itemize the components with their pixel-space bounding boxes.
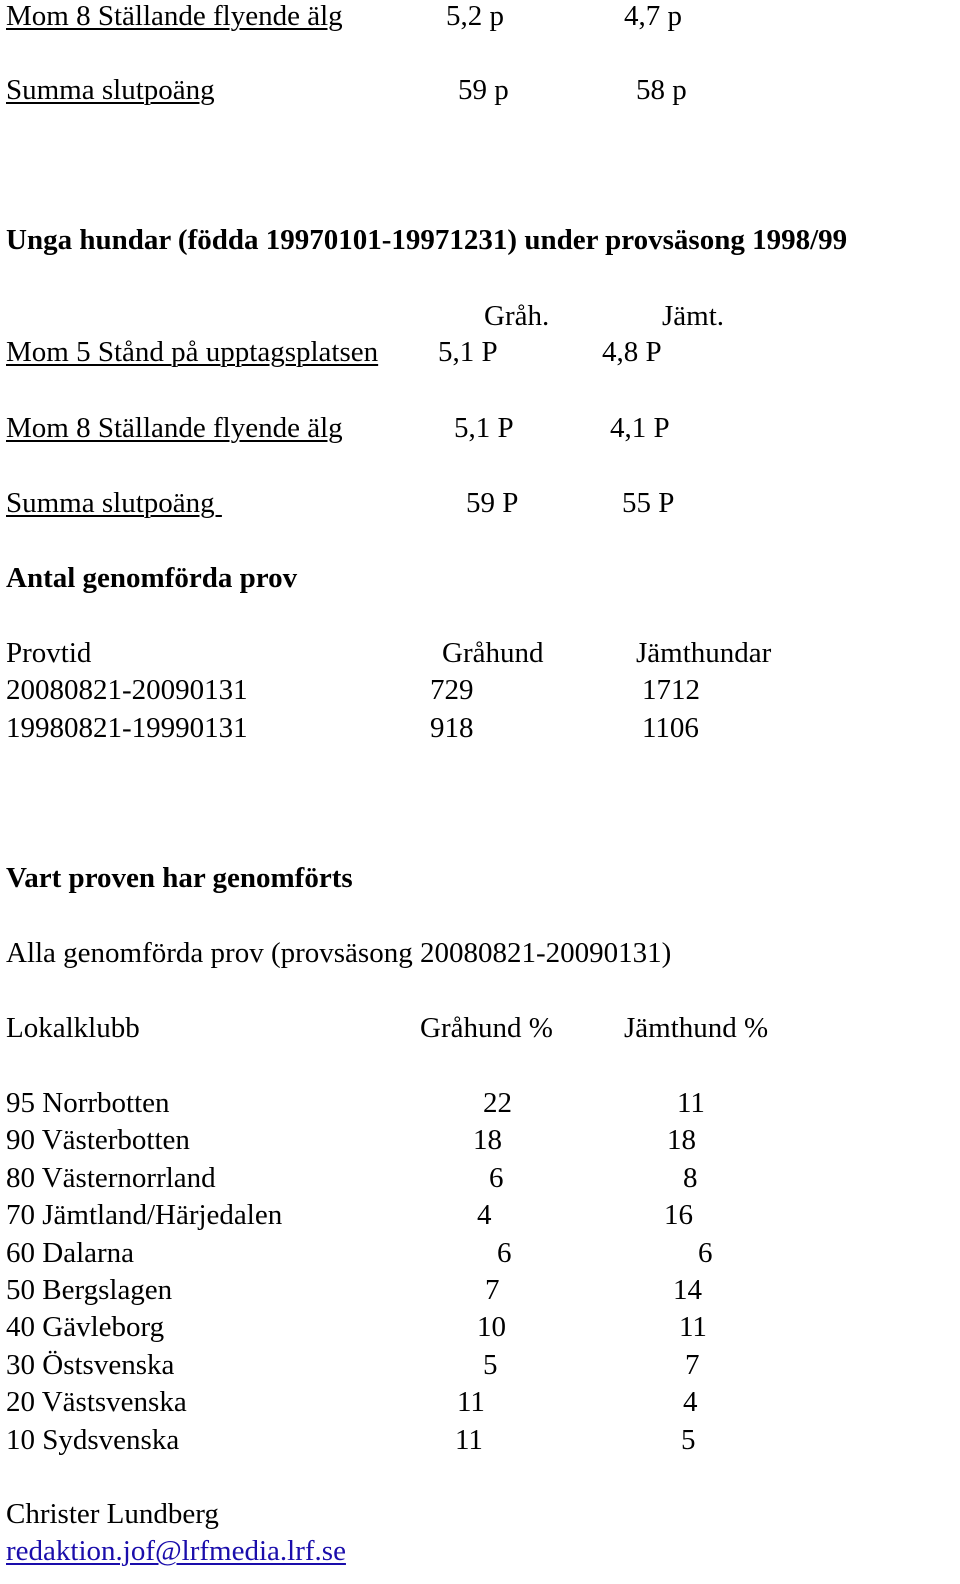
club-jamthund-pct: 4	[683, 1386, 698, 1418]
club-jamthund-pct: 11	[679, 1311, 707, 1343]
club-grahund-pct: 5	[483, 1349, 498, 1381]
s1-mom8-grah: 5,2 p	[446, 0, 504, 32]
vart-heading: Vart proven har genomförts	[6, 862, 353, 894]
antal-header-grahund: Gråhund	[442, 637, 544, 669]
antal-row-jamthund: 1106	[642, 712, 699, 744]
vart-subheading: Alla genomförda prov (provsäsong 20080821-20090131)	[6, 937, 672, 969]
s2-mom5-grah: 5,1 P	[438, 336, 498, 368]
s1-mom8-label: Mom 8 Ställande flyende älg	[6, 0, 343, 32]
club-name: 50 Bergslagen	[6, 1274, 173, 1306]
s2-mom8-grah: 5,1 P	[454, 412, 514, 444]
club-grahund-pct: 6	[489, 1162, 504, 1194]
club-name: 10 Sydsvenska	[6, 1424, 180, 1456]
antal-row-grahund: 729	[430, 674, 474, 706]
club-jamthund-pct: 6	[698, 1237, 713, 1269]
antal-header-jamthundar: Jämthundar	[636, 637, 772, 669]
club-grahund-pct: 22	[483, 1087, 512, 1119]
club-grahund-pct: 7	[485, 1274, 500, 1306]
club-jamthund-pct: 16	[664, 1199, 693, 1231]
s2-summa-label: Summa slutpoäng	[6, 487, 222, 519]
club-name: 20 Västsvenska	[6, 1386, 187, 1418]
s1-summa-label: Summa slutpoäng	[6, 74, 215, 106]
club-jamthund-pct: 7	[685, 1349, 700, 1381]
club-name: 30 Östsvenska	[6, 1349, 175, 1381]
club-jamthund-pct: 11	[677, 1087, 705, 1119]
email-link[interactable]: redaktion.jof@lrfmedia.lrf.se	[6, 1535, 346, 1567]
club-name: 90 Västerbotten	[6, 1124, 190, 1156]
club-name: 40 Gävleborg	[6, 1311, 165, 1343]
antal-heading: Antal genomförda prov	[6, 562, 298, 594]
s2-summa-grah: 59 P	[466, 487, 519, 519]
vart-header-jamthund: Jämthund %	[624, 1012, 769, 1044]
s2-col-grah: Gråh.	[484, 300, 550, 332]
s2-mom8-label: Mom 8 Ställande flyende älg	[6, 412, 343, 444]
club-grahund-pct: 10	[477, 1311, 506, 1343]
author-name: Christer Lundberg	[6, 1498, 219, 1530]
club-grahund-pct: 11	[457, 1386, 485, 1418]
club-grahund-pct: 4	[477, 1199, 492, 1231]
s2-heading: Unga hundar (födda 19970101-19971231) under provsäsong 1998/99	[6, 224, 848, 256]
antal-row-period: 20080821-20090131	[6, 674, 248, 706]
s2-col-jamt: Jämt.	[662, 300, 725, 332]
antal-header-provtid: Provtid	[6, 637, 92, 669]
s1-summa-jamt: 58 p	[636, 74, 687, 106]
s1-summa-grah: 59 p	[458, 74, 509, 106]
vart-header-grahund: Gråhund %	[420, 1012, 553, 1044]
s2-mom5-jamt: 4,8 P	[602, 336, 662, 368]
vart-header-lokalklubb: Lokalklubb	[6, 1012, 140, 1044]
club-grahund-pct: 11	[455, 1424, 483, 1456]
s2-summa-jamt: 55 P	[622, 487, 675, 519]
antal-row-period: 19980821-19990131	[6, 712, 248, 744]
club-jamthund-pct: 8	[683, 1162, 698, 1194]
club-jamthund-pct: 18	[667, 1124, 696, 1156]
club-jamthund-pct: 5	[681, 1424, 696, 1456]
club-name: 60 Dalarna	[6, 1237, 135, 1269]
club-grahund-pct: 18	[473, 1124, 502, 1156]
s1-mom8-jamt: 4,7 p	[624, 0, 682, 32]
s2-mom5-label: Mom 5 Stånd på upptagsplatsen	[6, 336, 379, 368]
club-name: 95 Norrbotten	[6, 1087, 170, 1119]
antal-row-grahund: 918	[430, 712, 474, 744]
club-name: 70 Jämtland/Härjedalen	[6, 1199, 283, 1231]
club-grahund-pct: 6	[497, 1237, 512, 1269]
s2-mom8-jamt: 4,1 P	[610, 412, 670, 444]
club-name: 80 Västernorrland	[6, 1162, 216, 1194]
club-jamthund-pct: 14	[673, 1274, 702, 1306]
antal-row-jamthund: 1712	[642, 674, 700, 706]
